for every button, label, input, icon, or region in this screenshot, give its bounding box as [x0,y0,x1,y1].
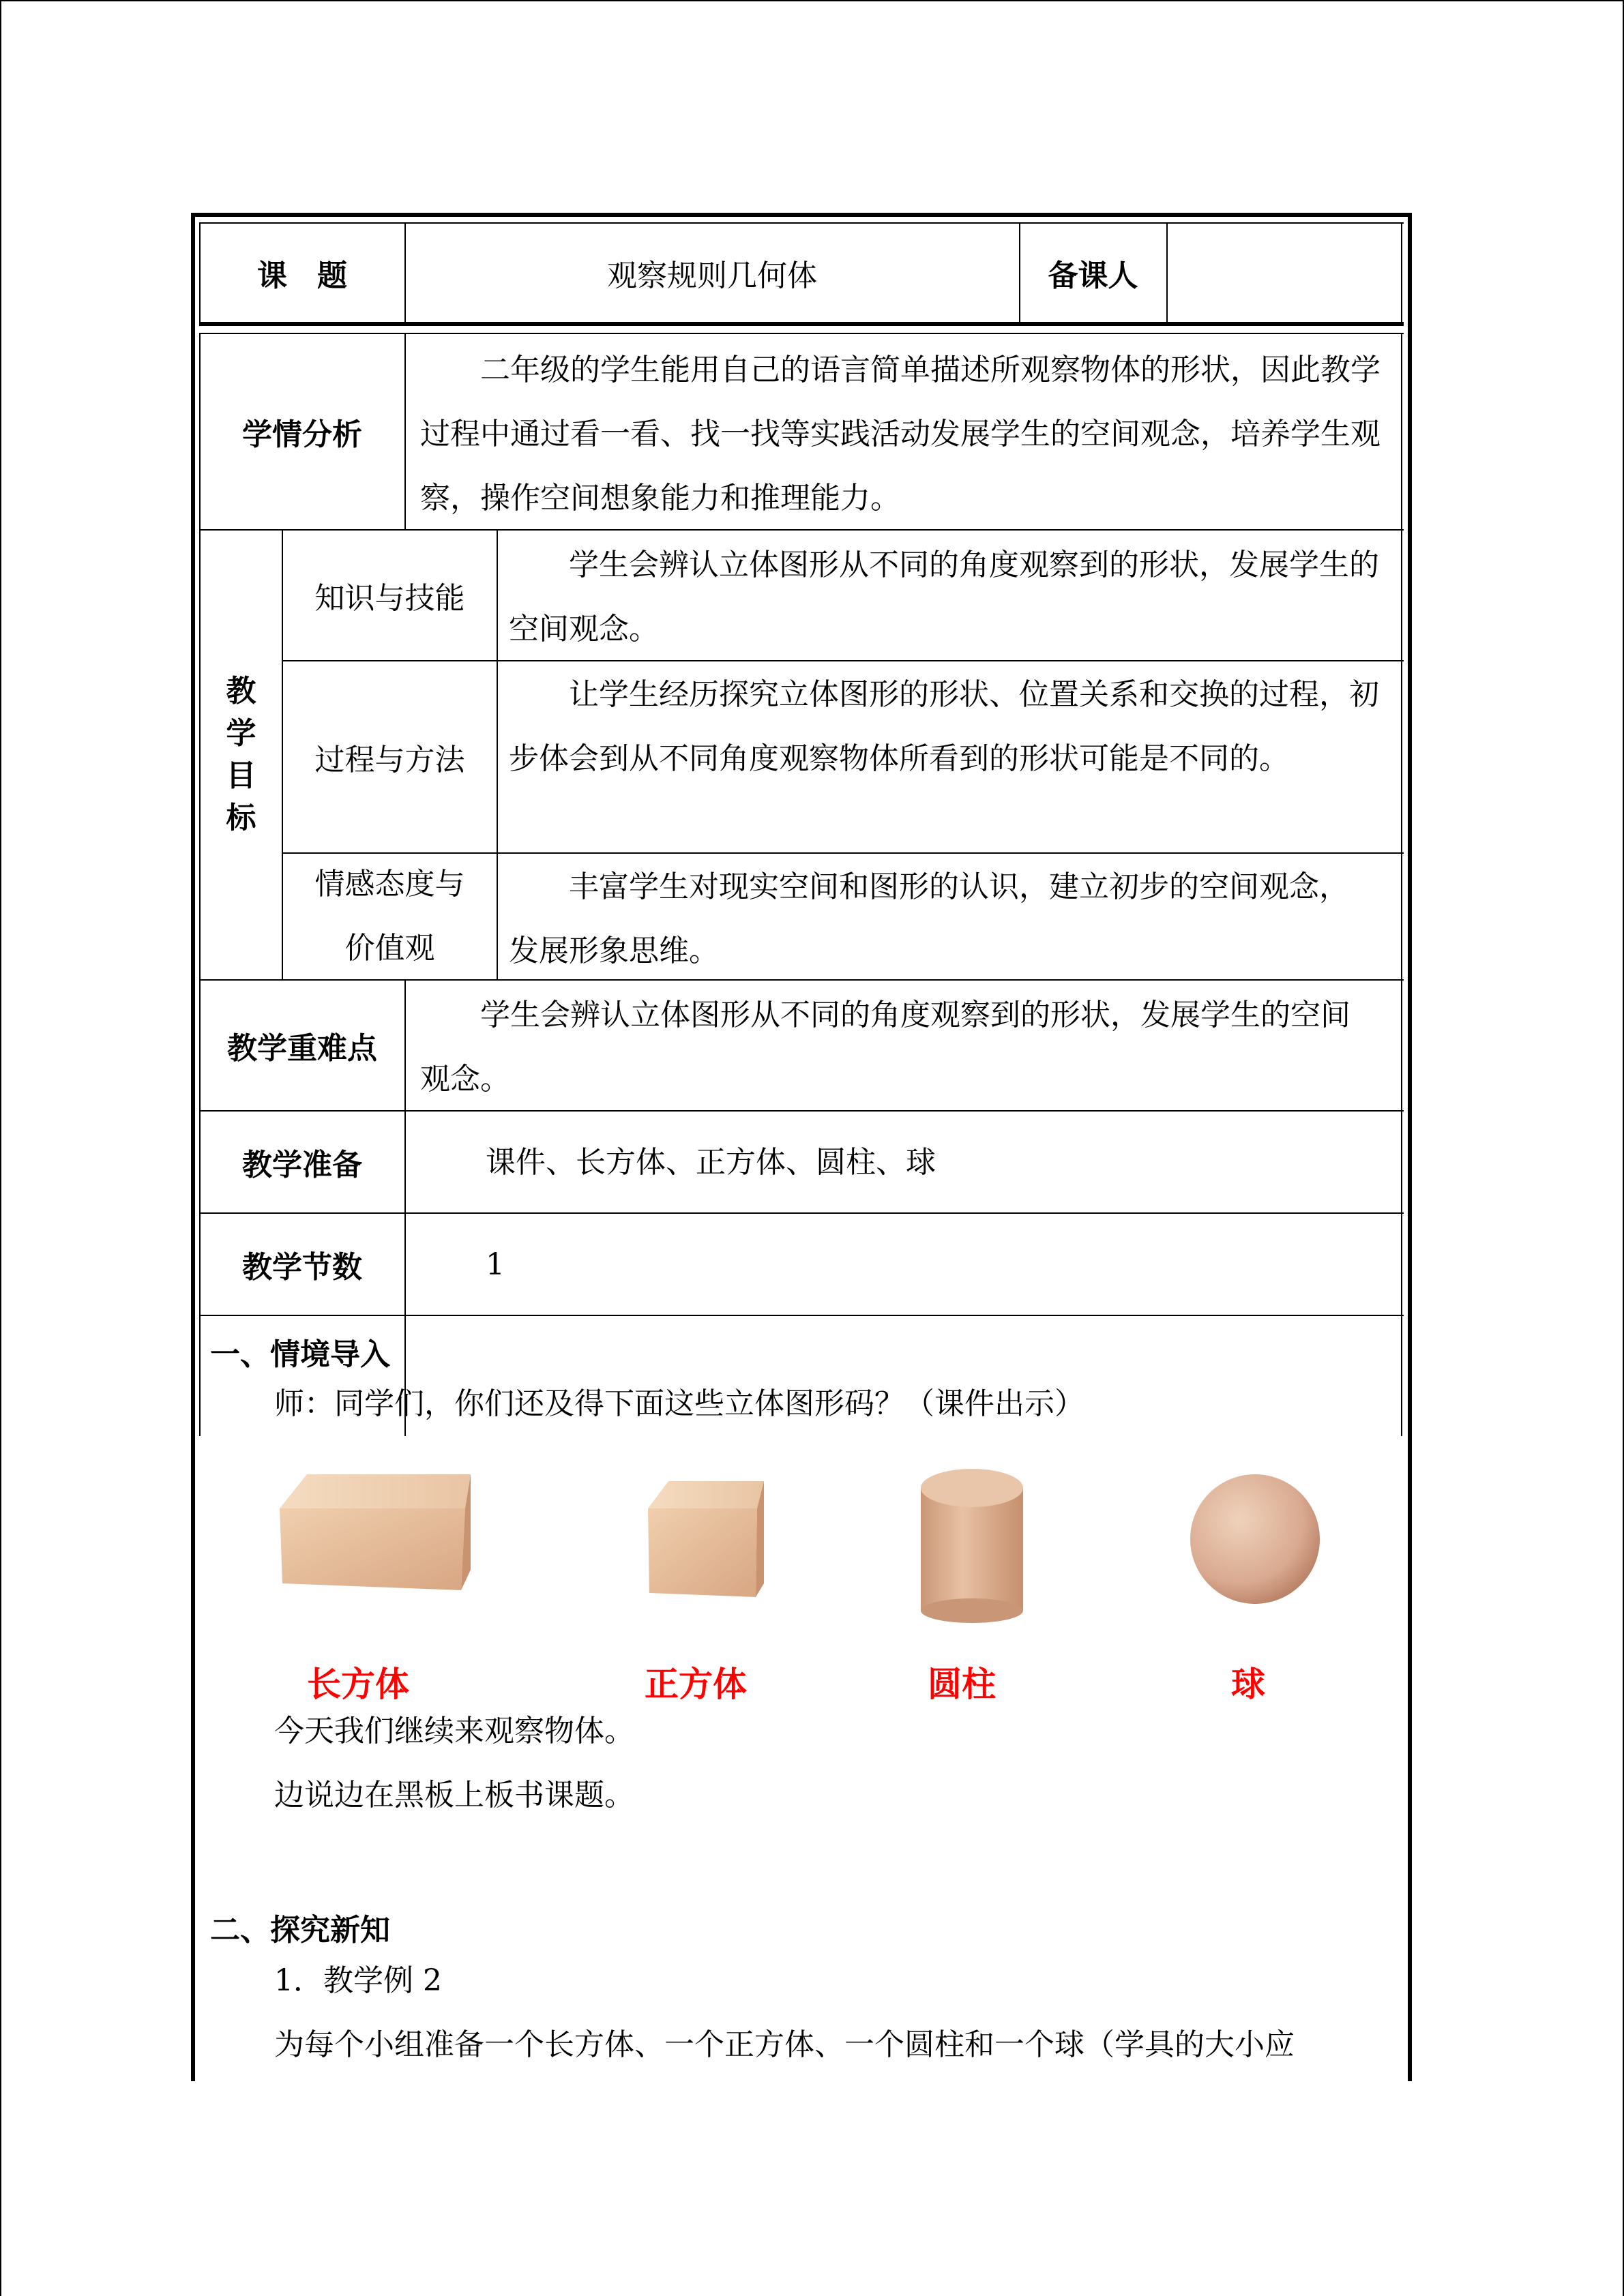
cylinder-icon [911,1461,1033,1624]
lesson-plan-table [191,213,1412,2081]
cube-icon [641,1474,778,1611]
section1-heading: 一、情境导入 [210,1337,390,1372]
section1-line1: 师：同学们，你们还及得下面这些立体图形码？（课件出示） [274,1386,1084,1421]
periods-label: 教学节数 [242,1250,362,1285]
goal-text-emotion: 丰富学生对现实空间和图形的认识，建立初步的空间观念，发展形象思维。 [509,869,1349,968]
shape-label-cube: 正方体 [645,1664,747,1704]
shape-label-sphere: 球 [1231,1664,1265,1704]
section2-line1: 1．教学例 2 [274,1963,442,1998]
section2-line2: 为每个小组准备一个长方体、一个正方体、一个圆柱和一个球（学具的大小应 [274,2027,1295,2062]
shape-label-cuboid: 长方体 [307,1664,409,1704]
periods-text: 1 [486,1247,505,1282]
section2-heading: 二、探究新知 [210,1913,390,1948]
goal-text-process: 让学生经历探究立体图形的形状、位置关系和交换的过程，初步体会到从不同角度观察物体所看到的形状可能是不同的。 [509,677,1379,776]
cuboid-icon [266,1461,484,1611]
goal-label-emotion: 情感态度与 价值观 [314,867,465,966]
goal-text-knowledge: 学生会辨认立体图形从不同的角度观察到的形状，发展学生的空间观念。 [509,548,1379,646]
preparer-label: 备课人 [1048,258,1138,293]
page-border [0,0,1624,1]
section1-line2: 今天我们继续来观察物体。 [274,1714,634,1748]
goal-label-process: 过程与方法 [314,743,465,777]
goal-label-knowledge: 知识与技能 [314,581,465,616]
shape-label-cylinder: 圆柱 [928,1664,996,1704]
page-border [0,0,1,2296]
sphere-icon [1183,1467,1327,1611]
preparer-value [1168,224,1401,322]
goals-label: 教 学 目 标 [226,674,256,835]
preparation-label: 教学准备 [242,1148,362,1182]
keypoints-text: 学生会辨认立体图形从不同的角度观察到的形状，发展学生的空间观念。 [420,998,1350,1097]
section1-line3: 边说边在黑板上板书课题。 [274,1778,634,1813]
analysis-text: 二年级的学生能用自己的语言简单描述所观察物体的形状，因此教学过程中通过看一看、找一找等实践活动发展学生的空间观念，培养学生观察，操作空间想象能力和推理能力。 [420,353,1381,516]
analysis-label: 学情分析 [242,417,362,452]
topic-label: 课 题 [257,258,347,293]
keypoints-label: 教学重难点 [227,1031,377,1066]
topic-value: 观察规则几何体 [607,258,817,293]
preparation-text: 课件、长方体、正方体、圆柱、球 [486,1145,936,1180]
